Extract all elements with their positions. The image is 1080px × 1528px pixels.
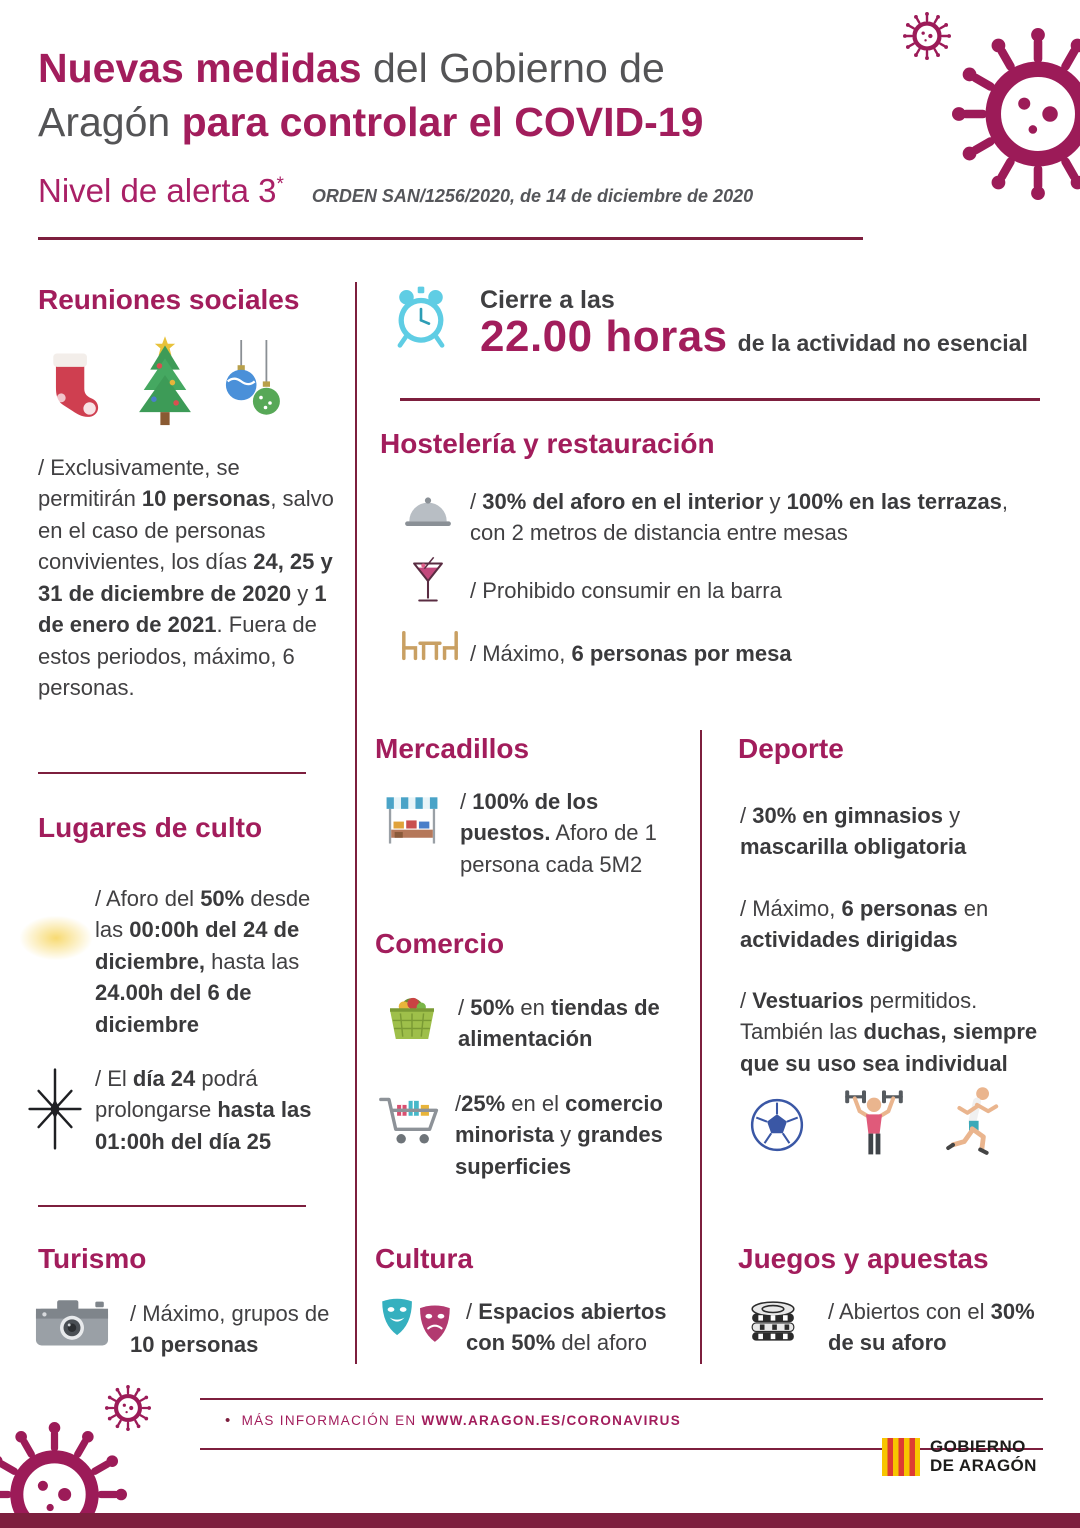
left-divider-1 — [38, 772, 306, 774]
stocking-icon — [40, 342, 102, 428]
column-divider-left — [355, 282, 357, 1364]
order-reference: ORDEN SAN/1256/2020, de 14 de diciembre de 2020 — [311, 186, 754, 206]
cultura-text: / Espacios abiertos con 50% del aforo — [466, 1299, 667, 1356]
alert-asterisk: * — [276, 174, 284, 195]
sparkle-star-icon — [26, 1068, 84, 1150]
footer-info: • MÁS INFORMACIÓN EN WWW.ARAGON.ES/CORONAVIRUS — [225, 1412, 682, 1429]
bottom-bar — [0, 1513, 1080, 1528]
weightlifter-icon — [842, 1084, 906, 1160]
page-title-line2: Aragón para controlar el COVID-19 — [38, 99, 704, 145]
virus-icon-large-top — [952, 28, 1080, 200]
alarm-clock-icon — [388, 284, 454, 350]
culto-text-1: / Aforo del 50% desde las 00:00h del 24 de diciembre, hasta las 24.00h del 6 de diciembre — [95, 886, 311, 1037]
candle-glow-icon — [20, 916, 92, 960]
closure-time: 22.00 horas — [480, 312, 728, 361]
section-heading-juegos: Juegos y apuestas — [738, 1243, 989, 1274]
deporte-text-2: / Máximo, 6 personas en actividades dirigidas — [740, 896, 989, 953]
juegos-text: / Abiertos con el 30% de su aforo — [828, 1299, 1035, 1356]
footer-bullet: • — [225, 1412, 232, 1429]
logo-line2: DE ARAGÓN — [930, 1456, 1037, 1475]
soccer-ball-icon — [748, 1096, 806, 1154]
camera-icon — [33, 1296, 111, 1349]
culto-text-2: / El día 24 podrá prolongarse hasta las 01:00h del día 25 — [95, 1066, 312, 1154]
closure-intro: Cierre a las — [480, 286, 615, 314]
section-heading-deporte: Deporte — [738, 733, 844, 764]
grocery-basket-icon — [383, 988, 441, 1043]
mercadillos-text: / 100% de los puestos. Aforo de 1 persona cada 5M2 — [460, 789, 657, 877]
christmas-tree-icon — [128, 334, 202, 432]
section-heading-turismo: Turismo — [38, 1243, 147, 1274]
comercio-text-1: / 50% en tiendas de alimentación — [458, 995, 660, 1052]
logo-line1: GOBIERNO — [930, 1437, 1026, 1457]
hosteleria-item-1: / 30% del aforo en el interior y 100% en las terrazas, con 2 metros de distancia entre mesas — [470, 489, 1009, 546]
deporte-text-1: / 30% en gimnasios y mascarilla obligatoria — [740, 803, 967, 860]
baubles-icon — [216, 340, 288, 430]
footer-url-link[interactable]: WWW.ARAGON.ES/CORONAVIRUS — [421, 1413, 682, 1428]
alert-level: Nivel de alerta 3* — [38, 172, 284, 209]
cocktail-icon — [410, 556, 446, 608]
poker-chips-icon — [746, 1292, 800, 1350]
closure-divider — [400, 398, 1040, 401]
section-heading-comercio: Comercio — [375, 928, 505, 959]
comercio-text-2: /25% en el comercio minorista y grandes superficies — [455, 1091, 663, 1179]
footer-divider-top — [200, 1398, 1043, 1400]
gobierno-aragon-logo — [882, 1438, 1037, 1476]
alert-row — [38, 172, 753, 210]
reuniones-text: / Exclusivamente, se permitirán 10 personas, salvo en el caso de personas convivientes, los días 24, 25 y 31 de diciembre de 2020 y 1 de enero de 2021. Fuera de estos periodos, máximo, 6 personas. — [38, 455, 334, 701]
column-divider-right — [700, 730, 702, 1364]
section-heading-hosteleria: Hostelería y restauración — [380, 428, 715, 459]
table-icon — [398, 628, 462, 669]
left-divider-2 — [38, 1205, 306, 1207]
turismo-text: / Máximo, grupos de 10 personas — [130, 1301, 330, 1358]
closure-scope: de la actividad no esencial — [737, 330, 1028, 356]
closure-row — [480, 312, 1028, 362]
section-heading-cultura: Cultura — [375, 1243, 473, 1274]
hosteleria-item-3: / Máximo, 6 personas por mesa — [470, 641, 792, 666]
market-stall-icon — [383, 795, 441, 847]
virus-icon-small-top — [903, 12, 951, 60]
deporte-text-3: / Vestuarios permitidos. También las duchas, siempre que su uso sea individual — [740, 988, 1038, 1076]
page-title-line1: Nuevas medidas del Gobierno de — [38, 45, 665, 91]
section-heading-mercadillos: Mercadillos — [375, 733, 530, 764]
section-heading-culto: Lugares de culto — [38, 812, 263, 843]
shopping-cart-icon — [378, 1090, 446, 1151]
hosteleria-item-2: / Prohibido consumir en la barra — [470, 578, 782, 603]
logo-text — [930, 1438, 1037, 1475]
section-heading-reuniones: Reuniones sociales — [38, 284, 300, 315]
cloche-icon — [402, 492, 454, 534]
header-divider — [38, 237, 863, 240]
title-highlight-1: Nuevas medidas — [38, 45, 362, 91]
title-highlight-2: para controlar el COVID-19 — [181, 99, 704, 145]
runner-icon — [945, 1084, 1009, 1160]
aragon-flag-icon — [882, 1438, 920, 1476]
theater-masks-icon — [378, 1296, 456, 1350]
